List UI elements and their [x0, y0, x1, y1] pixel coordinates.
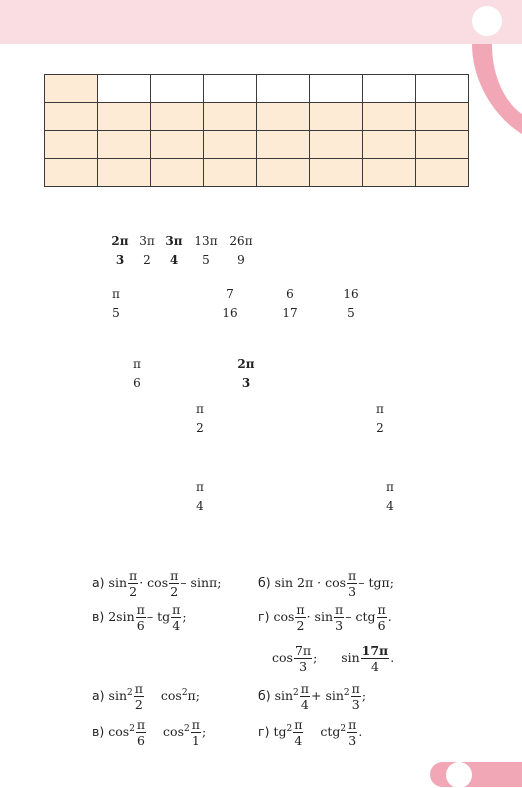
table-cell: [257, 159, 310, 187]
bottom-circle-decor: [446, 762, 472, 788]
table-cell: [416, 103, 469, 131]
table-cell: [416, 131, 469, 159]
table-row: [45, 75, 469, 103]
expression-g2: г) $tg^2$ $\frac{\pi}{4}$ ctg$^2$ $\frac{\pi}{3}$ .: [258, 717, 363, 748]
table-cell: [45, 131, 98, 159]
table-cell: [257, 75, 310, 103]
top-decor-band: [0, 0, 522, 44]
table-cell: [416, 75, 469, 103]
table-cell: [45, 103, 98, 131]
corner-circle-decor: [472, 6, 502, 36]
table-cell: [310, 103, 363, 131]
table-cell: [98, 103, 151, 131]
table-cell: [98, 159, 151, 187]
fraction: π 2: [196, 402, 204, 435]
fraction: 26π 9: [229, 234, 253, 267]
table-cell: [204, 159, 257, 187]
table-cell: [98, 75, 151, 103]
table-cell: [257, 103, 310, 131]
table-cell: [204, 131, 257, 159]
fraction: 2π 3: [111, 234, 129, 267]
expression-b2: б) $\sin^2$ $\frac{\pi}{4}$ + $\sin^2$ $\frac{\pi}{3}$ ;: [258, 681, 367, 712]
bottom-page-tab-decor: [430, 762, 522, 787]
table-cell: [310, 131, 363, 159]
table-row: [45, 131, 469, 159]
table-cell: [204, 103, 257, 131]
expression-b: б) sin 2π · cos $\frac{\pi}{3}$ – tgπ;: [258, 568, 394, 599]
table-cell: [204, 75, 257, 103]
fraction: 3π 4: [165, 234, 183, 267]
expression-v: в) 2sin $\frac{\pi}{6}$ – tg $\frac{\pi}{4}$ ;: [92, 602, 187, 633]
fraction: 3π 2: [139, 234, 155, 267]
table-cell: [416, 159, 469, 187]
table-cell: [45, 159, 98, 187]
expression-g: г) cos $\frac{\pi}{2}$ · sin $\frac{\pi}{3}$ – ctg $\frac{\pi}{6}$ .: [258, 602, 392, 633]
fraction: 7 16: [222, 287, 238, 320]
fraction: 6 17: [282, 287, 298, 320]
fraction: π 5: [112, 287, 120, 320]
fraction: π 6: [133, 357, 141, 390]
fraction: 16 5: [343, 287, 359, 320]
table-cell: [151, 75, 204, 103]
fraction: π 4: [196, 480, 204, 513]
table-cell: [151, 103, 204, 131]
expression-a: а) sin $\frac{\pi}{2}$ · cos $\frac{\pi}{2}$ – sinπ;: [92, 568, 222, 599]
table-row: [45, 159, 469, 187]
table-cell: [310, 75, 363, 103]
table-cell: [45, 75, 98, 103]
table-cell: [98, 131, 151, 159]
expression-a2: а) $\sin^2$ $\frac{\pi}{2}$ $\cos^2\pi$;: [92, 681, 200, 712]
expression-v2: в) $\cos^2$ $\frac{\pi}{6}$ $\cos^2$ $\frac{\pi}{1}$ ;: [92, 717, 207, 748]
table-row: [45, 103, 469, 131]
table-cell: [151, 159, 204, 187]
empty-value-table: [44, 74, 469, 187]
table-cell: [363, 159, 416, 187]
table-cell: [363, 75, 416, 103]
fraction: 2π 3: [237, 357, 255, 390]
fraction: 13π 5: [194, 234, 218, 267]
table-cell: [363, 131, 416, 159]
expression-cos-sin: cos $\frac{7\pi}{3}$ ; sin $\frac{17\pi}{4}$ .: [272, 643, 395, 674]
fraction: π 4: [386, 480, 394, 513]
table-cell: [310, 159, 363, 187]
fraction: π 2: [376, 402, 384, 435]
table-cell: [151, 131, 204, 159]
table-cell: [363, 103, 416, 131]
table-cell: [257, 131, 310, 159]
